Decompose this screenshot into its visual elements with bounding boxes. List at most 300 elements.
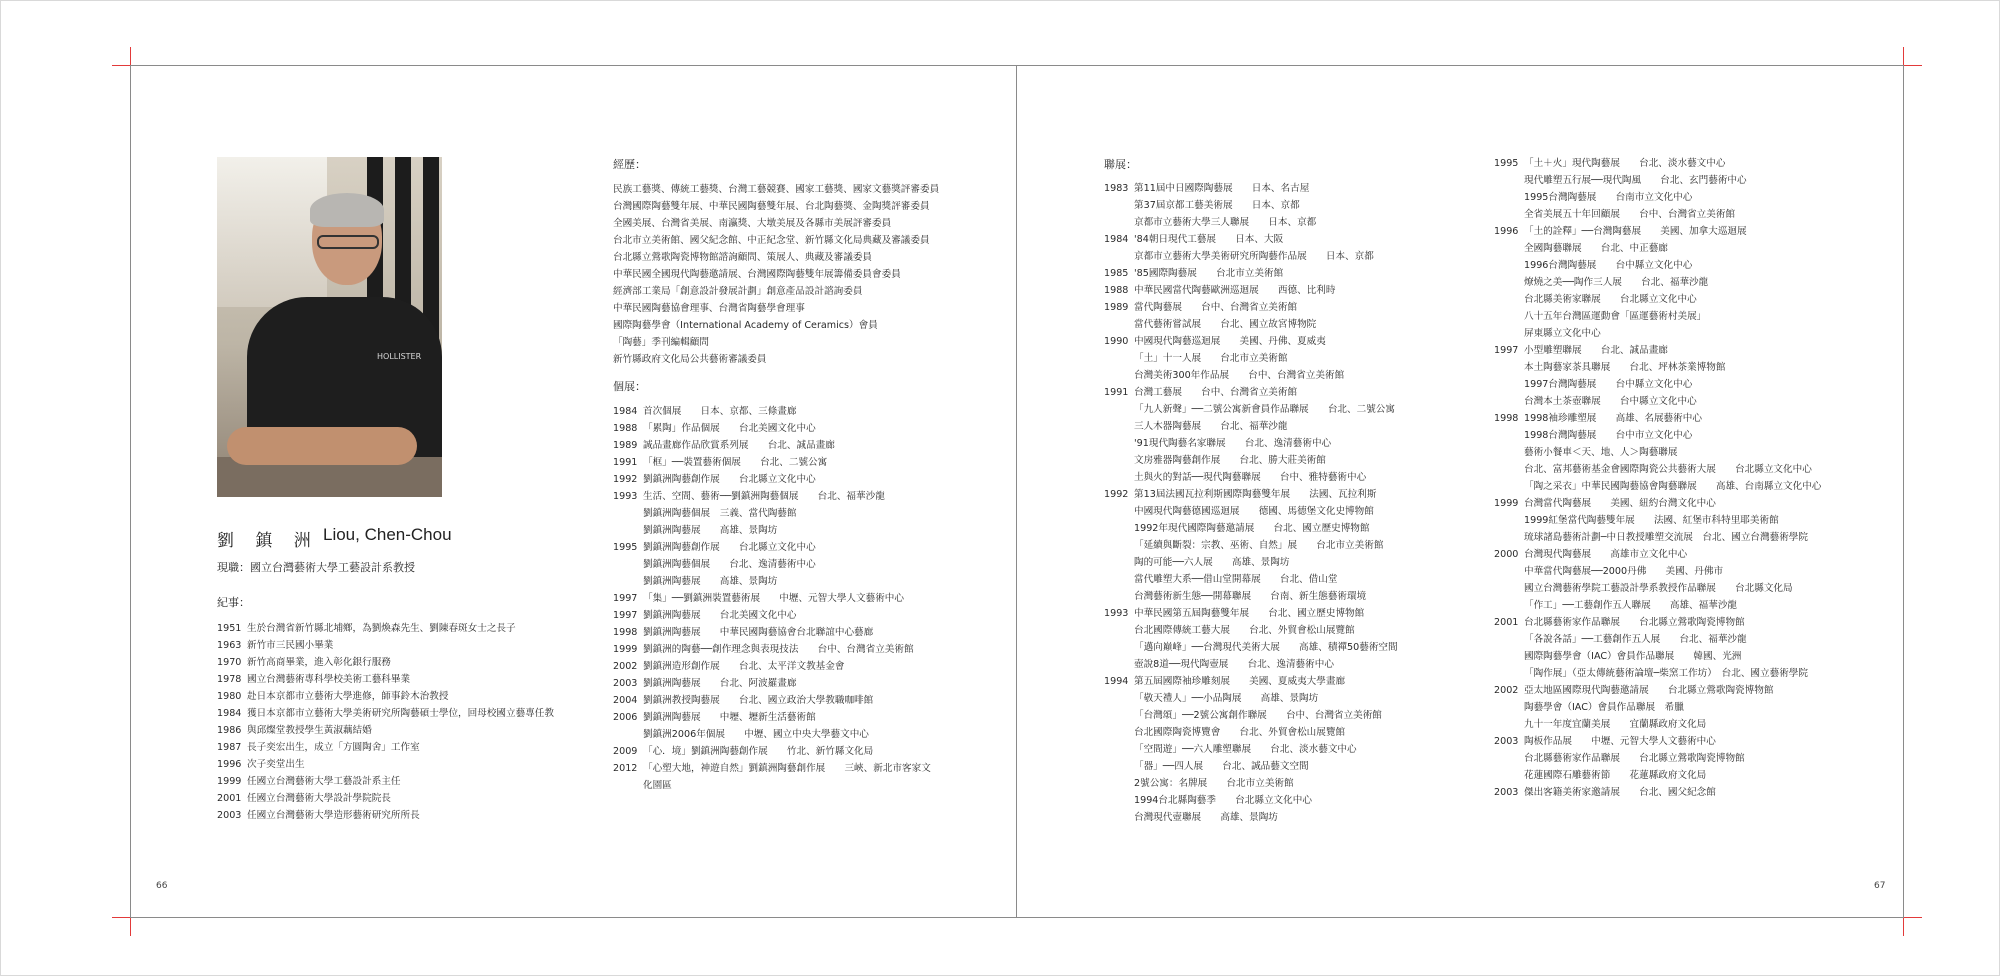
- group-exhibition-entry-year: [1104, 316, 1134, 333]
- group-exhibition-entry-text: 傑出客籍美術家邀請展 台北、國父紀念館: [1524, 787, 1716, 798]
- solo-exhibition-entry-year: 1984: [613, 406, 638, 417]
- group-exhibition-entry: [1104, 605, 1398, 622]
- solo-exhibition-entry: [613, 675, 931, 692]
- solo-exhibition-entry-text: 首次個展 日本、京都、三條畫廊: [643, 406, 797, 417]
- group-exhibition-entry-text: 台北縣藝術家作品聯展 台北縣立鶯歌陶瓷博物館: [1524, 753, 1745, 764]
- chronicle-entry: [217, 637, 554, 654]
- group-exhibition-entry: [1104, 333, 1398, 350]
- solo-exhibition-entry: [613, 539, 931, 556]
- solo-exhibition-entry-text: 「框」──裝置藝術個展 台北、二號公寓: [643, 457, 828, 468]
- solo-exhibition-entry-year: 2009: [613, 746, 638, 757]
- chronicle-entry: [217, 654, 554, 671]
- group-exhibition-entry-text: 第五屆國際袖珍雕刻展 美國、夏威夷大學畫廊: [1134, 676, 1346, 687]
- group-exhibition-entry-text: 當代藝術嘗試展 台北、國立故宮博物院: [1134, 319, 1317, 330]
- group-exhibition-entry-text: 「土的詮釋」──台灣陶藝展 美國、加拿大巡迴展: [1524, 226, 1747, 237]
- group-exhibition-entry-text: 中華當代陶藝展──2000丹佛 美國、丹佛市: [1524, 566, 1724, 577]
- chronicle-entry-text: 次子奕堂出生: [247, 759, 305, 770]
- group-exhibition-entry-year: [1104, 469, 1134, 486]
- group-exhibition-entry-text: 台灣藝術新生態──開幕聯展 台南、新生態藝術環境: [1134, 591, 1367, 602]
- group-exhibition-entry: [1494, 529, 1821, 546]
- group-exhibition-entry: [1104, 707, 1398, 724]
- group-exhibitions-list-a: [1104, 180, 1398, 826]
- group-exhibition-entry: [1494, 682, 1821, 699]
- group-exhibition-entry-year: [1104, 197, 1134, 214]
- solo-exhibition-entry: [613, 590, 931, 607]
- group-exhibition-entry-year: [1494, 376, 1524, 393]
- solo-exhibition-entry-text: 劉鎮洲教授陶藝展 台北、國立政治大學教職咖啡館: [643, 695, 874, 706]
- chronicle-entry-text: 新竹高商畢業，進入彰化銀行服務: [247, 657, 391, 668]
- group-exhibition-entry: [1104, 435, 1398, 452]
- group-exhibition-entry-year: 1993: [1104, 608, 1129, 619]
- solo-exhibition-entry: [613, 471, 931, 488]
- group-exhibition-entry-year: 2000: [1494, 549, 1519, 560]
- solo-exhibition-entry-year: [613, 726, 643, 743]
- solo-exhibition-entry: [613, 692, 931, 709]
- group-exhibition-entry-year: [1104, 401, 1134, 418]
- group-exhibition-entry: [1494, 206, 1821, 223]
- solo-exhibition-entry-year: 2006: [613, 712, 638, 723]
- chronicle-entry-year: 1996: [217, 759, 242, 770]
- group-exhibition-entry: [1494, 325, 1821, 342]
- solo-exhibition-entry-text: 劉鎮洲陶藝展 台北、阿波羅畫廊: [643, 678, 797, 689]
- group-exhibition-entry: [1104, 248, 1398, 265]
- solo-exhibition-entry-text: 劉鎮洲陶藝個展 三義、當代陶藝館: [643, 508, 797, 519]
- group-exhibition-entry-year: [1494, 172, 1524, 189]
- group-exhibition-entry-year: 1988: [1104, 285, 1129, 296]
- crop-mark: [1904, 65, 1922, 66]
- group-exhibition-entry: [1104, 690, 1398, 707]
- group-exhibition-entry: [1104, 520, 1398, 537]
- group-exhibition-entry: [1494, 427, 1821, 444]
- chronicle-entry: [217, 773, 554, 790]
- group-exhibition-entry: [1104, 384, 1398, 401]
- group-exhibition-entry-year: 2003: [1494, 787, 1519, 798]
- solo-exhibition-entry-text: 生活、空間、藝術──劉鎮洲陶藝個展 台北、福華沙龍: [643, 491, 885, 502]
- group-exhibition-entry-text: 1998台灣陶藝展 台中市立文化中心: [1524, 430, 1693, 441]
- group-exhibition-entry-year: [1494, 240, 1524, 257]
- solo-exhibition-entry-text: 「心塑大地，神遊自然」劉鎮洲陶藝創作展 三峽、新北市客家文: [643, 763, 931, 774]
- chronicle-entry-year: 2001: [217, 793, 242, 804]
- experience-entry: 民族工藝獎、傳統工藝獎、台灣工藝競賽、國家工藝獎、國家文藝獎評審委員: [613, 184, 940, 195]
- group-exhibition-entry: [1494, 631, 1821, 648]
- group-exhibition-entry: [1494, 410, 1821, 427]
- chronicle-list: [217, 620, 554, 824]
- photo-glasses: [317, 235, 379, 249]
- group-exhibition-entry: [1494, 614, 1821, 631]
- group-exhibition-entry: [1494, 699, 1821, 716]
- solo-exhibition-entry-year: 2012: [613, 763, 638, 774]
- group-exhibitions-list-b: [1494, 155, 1821, 801]
- group-exhibition-entry-text: 1995台灣陶藝展 台南市立文化中心: [1524, 192, 1693, 203]
- solo-exhibition-entry-text: 「心．境」劉鎮洲陶藝創作展 竹北、新竹縣文化局: [643, 746, 874, 757]
- solo-exhibition-entry: [613, 488, 931, 505]
- photo-shirt-logo: HOLLISTER: [377, 352, 422, 361]
- group-exhibition-entry: [1494, 274, 1821, 291]
- photo-window: [217, 157, 327, 307]
- group-exhibition-entry-year: [1494, 274, 1524, 291]
- portrait-photo: [217, 157, 442, 497]
- group-exhibition-entry-year: [1104, 503, 1134, 520]
- group-exhibition-entry: [1104, 452, 1398, 469]
- group-exhibition-entry-year: [1104, 792, 1134, 809]
- solo-exhibition-entry: [613, 777, 931, 794]
- group-exhibition-entry-year: [1494, 444, 1524, 461]
- group-exhibition-entry-text: 台灣現代壺聯展 高雄、景陶坊: [1134, 812, 1278, 823]
- group-exhibition-entry-year: [1104, 639, 1134, 656]
- solo-exhibition-entry-year: 1988: [613, 423, 638, 434]
- group-exhibition-entry-year: [1104, 758, 1134, 775]
- group-exhibition-entry-text: 第13屆法國瓦拉利斯國際陶藝雙年展 法國、瓦拉利斯: [1134, 489, 1377, 500]
- group-exhibition-entry-year: [1104, 690, 1134, 707]
- solo-exhibition-entry-text: 劉鎮洲陶藝展 中壢、壢新生活藝術館: [643, 712, 816, 723]
- group-exhibition-entry: [1104, 316, 1398, 333]
- group-exhibition-entry-text: 台灣本土茶壺聯展 台中縣立文化中心: [1524, 396, 1697, 407]
- group-exhibition-entry: [1494, 546, 1821, 563]
- crop-mark: [130, 918, 131, 936]
- crop-mark: [112, 65, 130, 66]
- solo-exhibition-entry: [613, 658, 931, 675]
- group-exhibition-entry-text: '84朝日現代工藝展 日本、大阪: [1134, 234, 1284, 245]
- group-exhibition-entry-year: [1494, 291, 1524, 308]
- group-exhibition-entry-year: [1104, 707, 1134, 724]
- solo-exhibition-entry: [613, 607, 931, 624]
- chronicle-entry-text: 與邱燦堂教授學生黃淑藕結婚: [247, 725, 372, 736]
- group-exhibition-entry: [1104, 656, 1398, 673]
- group-exhibition-entry-text: 藝術小餐車＜天、地、人＞陶藝聯展: [1524, 447, 1678, 458]
- solo-exhibition-entry: [613, 437, 931, 454]
- group-exhibition-entry-text: 「邁向巔峰」──台灣現代美術大展 高雄、積禪50藝術空間: [1134, 642, 1398, 653]
- solo-exhibition-entry-year: 2003: [613, 678, 638, 689]
- solo-exhibition-entry-year: [613, 556, 643, 573]
- page-number-right: 67: [1874, 881, 1886, 891]
- group-exhibition-entry-text: 京都市立藝術大學三人聯展 日本、京都: [1134, 217, 1317, 228]
- solo-exhibition-entry-year: [613, 505, 643, 522]
- group-exhibition-entry: [1104, 197, 1398, 214]
- experience-entry: 全國美展、台灣省美展、南瀛獎、大墩美展及各縣市美展評審委員: [613, 218, 892, 229]
- group-exhibition-entry-text: 國際陶藝學會（IAC）會員作品聯展 韓國、光洲: [1524, 651, 1742, 662]
- experience-entry: 國際陶藝學會（International Academy of Ceramics）會員: [613, 320, 878, 331]
- group-exhibition-entry: [1494, 155, 1821, 172]
- group-exhibition-entry-year: 1996: [1494, 226, 1519, 237]
- solo-exhibition-entry-text: 「累陶」作品個展 台北美國文化中心: [643, 423, 816, 434]
- group-exhibition-entry-text: 台灣現代陶藝展 高雄市立文化中心: [1524, 549, 1688, 560]
- solo-exhibition-entry: [613, 522, 931, 539]
- solo-exhibition-entry: [613, 420, 931, 437]
- group-exhibition-entry: [1494, 512, 1821, 529]
- group-exhibition-entry: [1104, 673, 1398, 690]
- group-exhibition-entry-year: [1494, 648, 1524, 665]
- group-exhibition-entry-year: [1104, 350, 1134, 367]
- chronicle-entry: [217, 688, 554, 705]
- group-exhibition-entry-text: 「延續與斷裂：宗教、巫術、自然」展 台北市立美術館: [1134, 540, 1384, 551]
- group-exhibition-entry-year: 2003: [1494, 736, 1519, 747]
- experience-entry: 台北縣立鶯歌陶瓷博物館諮詢顧問、策展人、典藏及審議委員: [613, 252, 873, 263]
- experience-entry: 中華民國陶藝協會理事、台灣省陶藝學會理事: [613, 303, 805, 314]
- group-exhibition-entry-text: 當代雕塑大系──借山堂開幕展 台北、借山堂: [1134, 574, 1338, 585]
- group-exhibition-entry-text: 燎燒之美──陶作三人展 台北、福華沙龍: [1524, 277, 1709, 288]
- group-exhibition-entry-year: 1989: [1104, 302, 1129, 313]
- group-exhibition-entry-year: [1494, 359, 1524, 376]
- solo-exhibition-entry-text: 劉鎮洲陶藝展 高雄、景陶坊: [643, 525, 778, 536]
- group-exhibition-entry-text: 中國現代陶藝德國巡迴展 德國、馬德堡文化史博物館: [1134, 506, 1374, 517]
- solo-exhibition-entry: [613, 556, 931, 573]
- group-exhibition-entry-year: [1494, 512, 1524, 529]
- chronicle-entry-text: 任國立台灣藝術大學造形藝術研究所所長: [247, 810, 420, 821]
- group-exhibition-entry-text: 1996台灣陶藝展 台中縣立文化中心: [1524, 260, 1693, 271]
- solo-exhibition-entry-text: 劉鎮洲陶藝展 中華民國陶藝協會台北聯誼中心藝廊: [643, 627, 874, 638]
- group-exhibition-entry-text: 陶藝學會（IAC）會員作品聯展 希臘: [1524, 702, 1684, 713]
- group-exhibition-entry: [1494, 308, 1821, 325]
- group-exhibition-entry-year: 1990: [1104, 336, 1129, 347]
- page-number-left: 66: [156, 881, 168, 891]
- solo-exhibition-entry-text: 誠品畫廊作品欣賞系列展 台北、誠品畫廊: [643, 440, 835, 451]
- group-exhibition-entry-year: [1104, 775, 1134, 792]
- group-exhibition-entry: [1494, 563, 1821, 580]
- group-exhibition-entry-text: 台北、富邦藝術基金會國際陶瓷公共藝術大展 台北縣立文化中心: [1524, 464, 1812, 475]
- solo-exhibition-entry-year: 1992: [613, 474, 638, 485]
- group-exhibition-entry-text: 本土陶藝家茶具聯展 台北、坪林茶業博物館: [1524, 362, 1726, 373]
- experience-entry: 經濟部工業局「創意設計發展計劃」創意產品設計諮詢委員: [613, 286, 863, 297]
- chronicle-entry: [217, 705, 554, 722]
- experience-heading: 經歷：: [613, 158, 646, 171]
- group-exhibition-entry-text: 「各說各話」──工藝創作五人展 台北、福華沙龍: [1524, 634, 1747, 645]
- group-exhibition-entry: [1104, 537, 1398, 554]
- artist-name-chinese: 劉 鎮 洲: [217, 531, 319, 551]
- chronicle-entry-text: 任國立台灣藝術大學設計學院院長: [247, 793, 391, 804]
- group-exhibition-entry-text: 八十五年台灣區運動會「區運藝術村美展」: [1524, 311, 1707, 322]
- group-exhibition-entry-year: [1104, 248, 1134, 265]
- solo-exhibition-entry: [613, 624, 931, 641]
- group-exhibition-entry-year: [1494, 257, 1524, 274]
- group-exhibition-entry-year: [1104, 741, 1134, 758]
- solo-exhibition-entry: [613, 743, 931, 760]
- solo-exhibition-entry-text: 劉鎮洲陶藝展 高雄、景陶坊: [643, 576, 778, 587]
- chronicle-entry-year: 1986: [217, 725, 242, 736]
- solo-exhibition-entry-year: 1993: [613, 491, 638, 502]
- chronicle-entry-year: 2003: [217, 810, 242, 821]
- group-exhibition-entry-text: 陶的可能──六人展 高雄、景陶坊: [1134, 557, 1290, 568]
- solo-exhibition-entry-text: 「集」──劉鎮洲裝置藝術展 中壢、元智大學人文藝術中心: [643, 593, 904, 604]
- group-exhibition-entry: [1494, 393, 1821, 410]
- group-exhibition-entry-text: 「九人新聲」──二號公寓新會員作品聯展 台北、二號公寓: [1134, 404, 1395, 415]
- group-exhibition-entry-year: [1494, 206, 1524, 223]
- solo-exhibition-entry-year: 1998: [613, 627, 638, 638]
- group-exhibition-entry: [1104, 724, 1398, 741]
- group-heading: 聯展：: [1104, 158, 1137, 171]
- group-exhibition-entry-text: 中國現代陶藝巡迴展 美國、丹佛、夏威夷: [1134, 336, 1326, 347]
- group-exhibition-entry: [1494, 750, 1821, 767]
- group-exhibition-entry-year: 1995: [1494, 158, 1519, 169]
- group-exhibition-entry-text: 京都市立藝術大學美術研究所陶藝作品展 日本、京都: [1134, 251, 1374, 262]
- solo-exhibition-entry: [613, 760, 931, 777]
- group-exhibition-entry: [1104, 775, 1398, 792]
- group-exhibition-entry: [1494, 580, 1821, 597]
- group-exhibition-entry: [1494, 240, 1821, 257]
- group-exhibition-entry: [1494, 444, 1821, 461]
- group-exhibition-entry: [1494, 478, 1821, 495]
- current-position: 現職：國立台灣藝術大學工藝設計系教授: [217, 561, 415, 574]
- chronicle-entry-year: 1963: [217, 640, 242, 651]
- group-exhibition-entry-text: 1997台灣陶藝展 台中縣立文化中心: [1524, 379, 1693, 390]
- group-exhibition-entry: [1494, 376, 1821, 393]
- center-fold: [1016, 65, 1017, 918]
- photo-arms: [227, 427, 417, 465]
- group-exhibition-entry-text: 「台灣頌」──2號公寓創作聯展 台中、台灣省立美術館: [1134, 710, 1382, 721]
- group-exhibition-entry: [1104, 486, 1398, 503]
- group-exhibition-entry-year: [1104, 588, 1134, 605]
- crop-mark: [1903, 918, 1904, 936]
- group-exhibition-entry: [1104, 571, 1398, 588]
- group-exhibition-entry: [1104, 367, 1398, 384]
- group-exhibition-entry: [1494, 189, 1821, 206]
- artist-name-english: Liou, Chen-Chou: [323, 525, 452, 544]
- group-exhibition-entry-year: [1494, 325, 1524, 342]
- group-exhibition-entry: [1104, 639, 1398, 656]
- group-exhibition-entry-year: [1494, 478, 1524, 495]
- group-exhibition-entry-year: [1494, 767, 1524, 784]
- chronicle-entry-text: 新竹市三民國小畢業: [247, 640, 334, 651]
- solo-exhibition-entry-text: 劉鎮洲2006年個展 中壢、國立中央大學藝文中心: [643, 729, 869, 740]
- group-exhibition-entry-year: [1104, 435, 1134, 452]
- group-exhibition-entry-text: 台北國際傳統工藝大展 台北、外貿會松山展覽館: [1134, 625, 1355, 636]
- solo-exhibition-entry-year: 2002: [613, 661, 638, 672]
- group-exhibition-entry: [1494, 342, 1821, 359]
- group-exhibition-entry-text: 台北縣藝術家作品聯展 台北縣立鶯歌陶瓷博物館: [1524, 617, 1745, 628]
- solo-exhibition-entry: [613, 709, 931, 726]
- group-exhibition-entry-year: [1104, 537, 1134, 554]
- group-exhibition-entry-year: [1494, 716, 1524, 733]
- group-exhibition-entry-text: 全省美展五十年回顧展 台中、台灣省立美術館: [1524, 209, 1736, 220]
- solo-exhibition-entry-year: 2004: [613, 695, 638, 706]
- group-exhibition-entry: [1104, 299, 1398, 316]
- group-exhibition-entry: [1494, 257, 1821, 274]
- solo-exhibition-entry-year: [613, 573, 643, 590]
- solo-exhibition-entry: [613, 454, 931, 471]
- experience-entry: 新竹縣政府文化局公共藝術審議委員: [613, 354, 767, 365]
- group-exhibition-entry-text: 土與火的對話──現代陶藝聯展 台中、雅特藝術中心: [1134, 472, 1367, 483]
- chronicle-entry-year: 1999: [217, 776, 242, 787]
- group-exhibition-entry-year: [1104, 622, 1134, 639]
- chronicle-entry-text: 國立台灣藝術專科學校美術工藝科畢業: [247, 674, 411, 685]
- group-exhibition-entry-year: 1984: [1104, 234, 1129, 245]
- solo-exhibition-entry-text: 劉鎮洲陶藝個展 台北、逸清藝術中心: [643, 559, 816, 570]
- solo-exhibition-entry-year: 1999: [613, 644, 638, 655]
- group-exhibition-entry-year: [1494, 308, 1524, 325]
- group-exhibition-entry-year: 1991: [1104, 387, 1129, 398]
- experience-entry: 台北市立美術館、國父紀念館、中正紀念堂、新竹縣文化局典藏及審議委員: [613, 235, 930, 246]
- group-exhibition-entry: [1104, 231, 1398, 248]
- group-exhibition-entry-year: [1104, 724, 1134, 741]
- solo-exhibition-entry: [613, 573, 931, 590]
- group-exhibition-entry-year: [1494, 665, 1524, 682]
- crop-mark: [1904, 917, 1922, 918]
- chronicle-entry-year: 1980: [217, 691, 242, 702]
- photo-hair: [310, 193, 384, 227]
- group-exhibition-entry-year: [1104, 809, 1134, 826]
- experience-list: [613, 181, 939, 368]
- group-exhibition-entry-text: 亞太地區國際現代陶藝邀請展 台北縣立鶯歌陶瓷博物館: [1524, 685, 1774, 696]
- group-exhibition-entry-text: 「陶作展」（亞太傳統藝術論壇─柴窯工作坊） 台北、國立藝術學院: [1524, 668, 1808, 679]
- solo-exhibition-entry-text: 劉鎮洲造形創作展 台北、太平洋文教基金會: [643, 661, 845, 672]
- solo-exhibition-entry-year: 1995: [613, 542, 638, 553]
- group-exhibition-entry-year: [1494, 580, 1524, 597]
- group-exhibition-entry-text: 屏東縣立文化中心: [1524, 328, 1601, 339]
- chronicle-heading: 紀事：: [217, 596, 250, 609]
- solo-exhibition-entry-text: 化園區: [643, 780, 672, 791]
- group-exhibition-entry-text: 文房雅器陶藝創作展 台北、勝大莊美術館: [1134, 455, 1326, 466]
- group-exhibition-entry: [1494, 291, 1821, 308]
- group-exhibition-entry-text: 「作工」──工藝創作五人聯展 高雄、福華沙龍: [1524, 600, 1738, 611]
- solo-heading: 個展：: [613, 380, 646, 393]
- group-exhibition-entry-year: [1494, 631, 1524, 648]
- group-exhibition-entry: [1494, 461, 1821, 478]
- group-exhibition-entry: [1494, 172, 1821, 189]
- group-exhibition-entry-year: [1494, 563, 1524, 580]
- group-exhibition-entry-text: 九十一年度宜蘭美展 宜蘭縣政府文化局: [1524, 719, 1707, 730]
- group-exhibition-entry-text: 台灣美術300年作品展 台中、台灣省立美術館: [1134, 370, 1345, 381]
- crop-mark: [112, 917, 130, 918]
- solo-exhibition-entry-year: 1997: [613, 593, 638, 604]
- group-exhibition-entry: [1104, 554, 1398, 571]
- group-exhibition-entry-text: 當代陶藝展 台中、台灣省立美術館: [1134, 302, 1298, 313]
- group-exhibition-entry-year: [1494, 427, 1524, 444]
- group-exhibition-entry-text: 第37屆京都工藝美術展 日本、京都: [1134, 200, 1300, 211]
- group-exhibition-entry-year: [1494, 699, 1524, 716]
- group-exhibition-entry-text: 「敬天禮人」──小品陶展 高雄、景陶坊: [1134, 693, 1319, 704]
- crop-mark: [130, 47, 131, 65]
- group-exhibition-entry-year: 1985: [1104, 268, 1129, 279]
- chronicle-entry-text: 長子奕宏出生，成立「方圓陶舍」工作室: [247, 742, 420, 753]
- group-exhibition-entry-year: 1997: [1494, 345, 1519, 356]
- group-exhibition-entry-text: 國立台灣藝術學院工藝設計學系教授作品聯展 台北縣文化局: [1524, 583, 1793, 594]
- group-exhibition-entry-year: [1494, 750, 1524, 767]
- solo-exhibition-entry: [613, 403, 931, 420]
- group-exhibition-entry-text: 台灣工藝展 台中、台灣省立美術館: [1134, 387, 1298, 398]
- group-exhibition-entry-text: 1999紅堡當代陶藝雙年展 法國、紅堡市科特里耶美術館: [1524, 515, 1779, 526]
- group-exhibition-entry-text: 琉球諸島藝術計劃─中日教授雕塑交流展 台北、國立台灣藝術學院: [1524, 532, 1808, 543]
- solo-exhibitions-list: [613, 403, 931, 794]
- chronicle-entry: [217, 739, 554, 756]
- group-exhibition-entry-year: [1104, 571, 1134, 588]
- experience-entry: 「陶藝」季刊編輯顧問: [613, 337, 709, 348]
- group-exhibition-entry: [1104, 265, 1398, 282]
- group-exhibition-entry-text: 「土＋火」現代陶藝展 台北、淡水藝文中心: [1524, 158, 1726, 169]
- chronicle-entry-text: 生於台灣省新竹縣北埔鄉，為劉煥森先生、劉陳春斑女士之長子: [247, 623, 516, 634]
- group-exhibition-entry-year: [1494, 189, 1524, 206]
- group-exhibition-entry-text: 1994台北縣陶藝季 台北縣立文化中心: [1134, 795, 1312, 806]
- chronicle-entry: [217, 620, 554, 637]
- group-exhibition-entry-year: [1104, 418, 1134, 435]
- group-exhibition-entry-year: 1999: [1494, 498, 1519, 509]
- group-exhibition-entry-text: 「空間遊」──六人雕塑聯展 台北、淡水藝文中心: [1134, 744, 1357, 755]
- group-exhibition-entry: [1494, 767, 1821, 784]
- group-exhibition-entry: [1494, 223, 1821, 240]
- group-exhibition-entry-text: 小型雕塑聯展 台北、誠品畫廊: [1524, 345, 1668, 356]
- group-exhibition-entry-text: 「土」十一人展 台北市立美術館: [1134, 353, 1288, 364]
- group-exhibition-entry: [1104, 503, 1398, 520]
- group-exhibition-entry: [1494, 359, 1821, 376]
- group-exhibition-entry: [1104, 588, 1398, 605]
- solo-exhibition-entry-year: [613, 777, 643, 794]
- solo-exhibition-entry-year: 1991: [613, 457, 638, 468]
- experience-entry: 中華民國全國現代陶藝邀請展、台灣國際陶藝雙年展籌備委員會委員: [613, 269, 901, 280]
- chronicle-entry-year: 1978: [217, 674, 242, 685]
- chronicle-entry-year: 1970: [217, 657, 242, 668]
- chronicle-entry: [217, 807, 554, 824]
- group-exhibition-entry: [1494, 648, 1821, 665]
- group-exhibition-entry-text: 中華民國當代陶藝歐洲巡迴展 西德、比利時: [1134, 285, 1336, 296]
- group-exhibition-entry-year: [1494, 393, 1524, 410]
